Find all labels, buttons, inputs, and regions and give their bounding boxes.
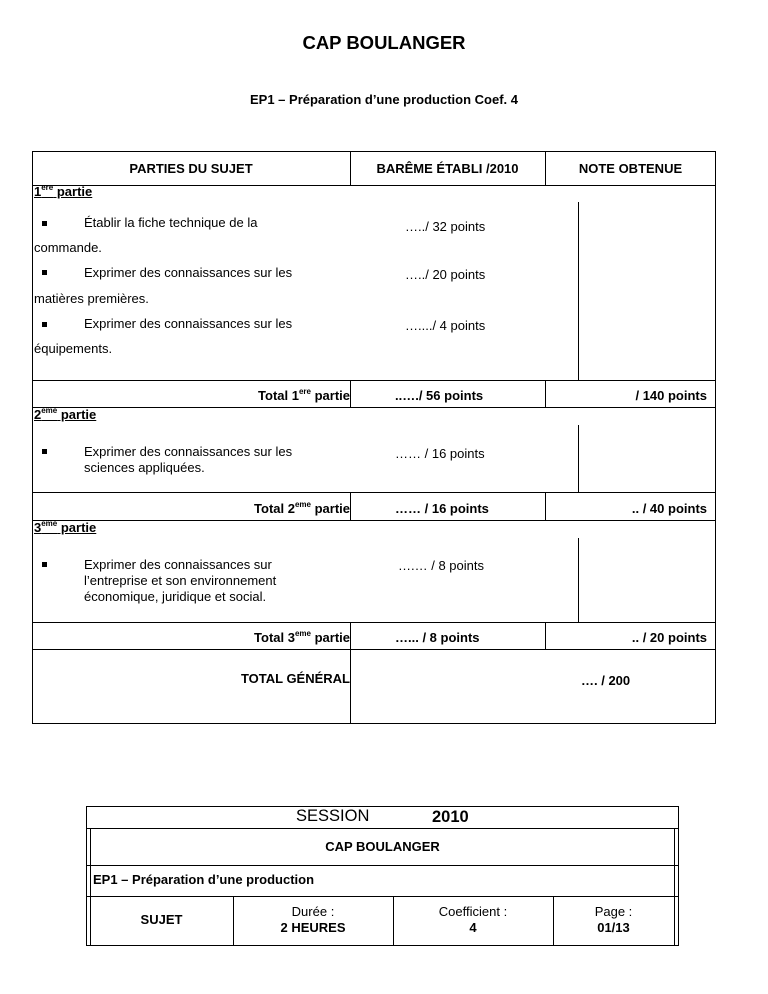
part3-total-label: Total 3eme partie xyxy=(254,628,350,645)
part2-heading: 2eme partie xyxy=(34,405,97,422)
part1-item2-line1: Exprimer des connaissances sur les xyxy=(84,265,293,280)
bullet-icon xyxy=(42,449,47,454)
session-epreuve: EP1 – Préparation d’une production xyxy=(93,872,315,887)
part2-total-points: …… / 16 points xyxy=(395,501,489,516)
bullet-icon xyxy=(42,562,47,567)
session-border-bottom xyxy=(86,945,679,946)
part2-total-bottom-line xyxy=(32,520,716,521)
session-border-top xyxy=(86,806,679,807)
part1-item3-points: …..../ 4 points xyxy=(405,318,486,333)
part3-total-points: …... / 8 points xyxy=(395,630,480,645)
part2-total-label: Total 2eme partie xyxy=(254,499,350,516)
col-header-parties: PARTIES DU SUJET xyxy=(129,161,253,176)
session-page: Page : 01/13 xyxy=(594,904,633,935)
session-duree: Durée : 2 HEURES xyxy=(280,904,346,935)
session-year: 2010 xyxy=(432,808,469,826)
session-coefficient: Coefficient : 4 xyxy=(438,904,508,935)
part3-note-col-sep xyxy=(578,538,579,622)
part1-item3-line1: Exprimer des connaissances sur les xyxy=(84,316,293,331)
part1-total-top-line xyxy=(32,380,716,381)
part2-note-col-sep xyxy=(578,425,579,492)
part2-total-note: .. / 40 points xyxy=(631,501,707,516)
table-border-top xyxy=(32,151,716,152)
session-box xyxy=(86,806,679,946)
col-header-note: NOTE OBTENUE xyxy=(578,161,683,176)
part3-heading: 3eme partie xyxy=(34,518,97,535)
part3-total-sep-1 xyxy=(350,622,351,650)
session-row-line-1 xyxy=(86,828,679,829)
document-subtitle: EP1 – Préparation d’une production Coef. 4 xyxy=(250,92,518,107)
part1-item2-points: …../ 20 points xyxy=(405,267,486,282)
part1-total-bottom-line xyxy=(32,407,716,408)
part1-total-label: Total 1ere partie xyxy=(258,386,350,403)
session-exam: CAP BOULANGER xyxy=(325,839,440,854)
grand-total-label: TOTAL GÉNÉRAL xyxy=(240,671,350,686)
session-row-line-3 xyxy=(86,896,679,897)
part1-item1-line2: commande. xyxy=(34,240,102,255)
header-separator xyxy=(32,185,716,186)
session-border-right xyxy=(678,806,679,946)
col-header-bareme: BARÊME ÉTABLI /2010 xyxy=(376,161,519,176)
part1-total-points: ..…./ 56 points xyxy=(395,388,484,403)
part1-item1-line1: Établir la fiche technique de la xyxy=(84,215,258,230)
part1-item2-line2: matières premières. xyxy=(34,291,149,306)
part1-item3-line2: équipements. xyxy=(34,341,113,356)
part1-heading: 1ere partie xyxy=(34,182,93,199)
bullet-icon xyxy=(42,270,47,275)
grand-total-note: …. / 200 xyxy=(581,673,631,688)
part3-total-note: .. / 20 points xyxy=(631,630,707,645)
part1-total-note: / 140 points xyxy=(635,388,707,403)
part3-total-top-line xyxy=(32,622,716,623)
session-sujet: SUJET xyxy=(140,912,183,927)
bullet-icon xyxy=(42,322,47,327)
session-row-line-2 xyxy=(86,865,679,866)
part2-item1-points: …… / 16 points xyxy=(395,446,485,461)
part3-item1-text: Exprimer des connaissances sur l’entreprise et son environnement économique, juridique et social. xyxy=(84,557,277,604)
part2-item1-text: Exprimer des connaissances sur les sciences appliquées. xyxy=(84,444,293,475)
session-border-left xyxy=(86,806,87,946)
part2-total-top-line xyxy=(32,492,716,493)
bullet-icon xyxy=(42,221,47,226)
table-border-right xyxy=(715,151,716,724)
part1-item1-points: …../ 32 points xyxy=(405,219,486,234)
part3-total-bottom-line xyxy=(32,649,716,650)
document-title: CAP BOULANGER xyxy=(302,32,466,53)
part1-total-sep-1 xyxy=(350,380,351,408)
table-border-bottom xyxy=(32,723,716,724)
grading-table xyxy=(32,151,716,724)
part3-item1-points: ….… / 8 points xyxy=(398,558,484,573)
grand-total-sep xyxy=(350,649,351,724)
session-label: SESSION xyxy=(296,807,370,825)
part2-total-sep-1 xyxy=(350,492,351,521)
part1-note-col-sep xyxy=(578,202,579,380)
